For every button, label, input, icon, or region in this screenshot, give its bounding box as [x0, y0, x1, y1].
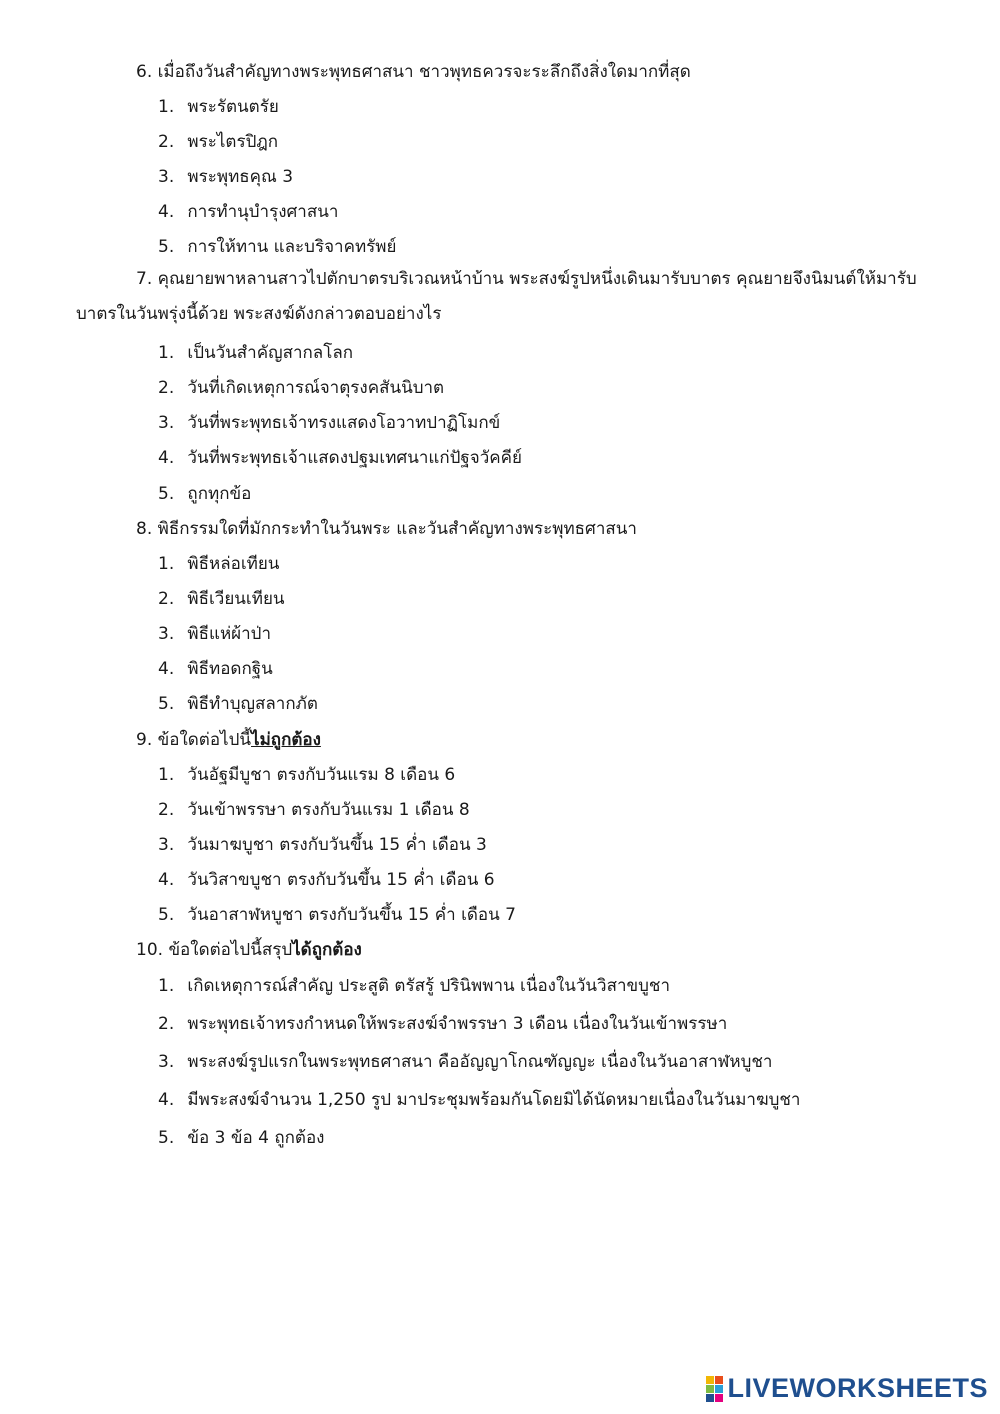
q9-option-5: 5. วันอาสาฬหบูชา ตรงกับวันขึ้น 15 ค่ำ เดือน 7 — [158, 905, 516, 925]
q6-option-1: 1. พระรัตนตรัย — [158, 97, 279, 117]
q7-option-1: 1. เป็นวันสำคัญสากลโลก — [158, 343, 354, 363]
question-7: 7. คุณยายพาหลานสาวไปตักบาตรบริเวณหน้าบ้าน พระสงฆ์รูปหนึ่งเดินมารับบาตร คุณยายจึงนิมนต์ให้มารับบาตรในวันพรุ่งนี้ด้วย พระสงฆ์ดังกล่าวตอบอย่างไร — [76, 269, 917, 324]
q6-option-5: 5. การให้ทาน และบริจาคทรัพย์ — [158, 237, 397, 257]
question-9-emphasis: ไม่ถูกต้อง — [251, 730, 321, 750]
question-9: 9. ข้อใดต่อไปนี้ไม่ถูกต้อง — [136, 730, 321, 750]
q8-option-3: 3. พิธีแห่ผ้าป่า — [158, 624, 271, 644]
q7-option-2: 2. วันที่เกิดเหตุการณ์จาตุรงคสันนิบาต — [158, 378, 445, 398]
liveworksheets-logo-text: LIVEWORKSHEETS — [727, 1373, 988, 1403]
q9-option-3: 3. วันมาฆบูชา ตรงกับวันขึ้น 15 ค่ำ เดือน 3 — [158, 835, 487, 855]
q7-option-5: 5. ถูกทุกข้อ — [158, 484, 252, 504]
q10-option-4: 4. มีพระสงฆ์จำนวน 1,250 รูป มาประชุมพร้อมกันโดยมิได้นัดหมายเนื่องในวันมาฆบูชา — [158, 1090, 801, 1110]
q9-option-4: 4. วันวิสาขบูชา ตรงกับวันขึ้น 15 ค่ำ เดือน 6 — [158, 870, 495, 890]
q7-option-4: 4. วันที่พระพุทธเจ้าแสดงปฐมเทศนาแก่ปัฐจวัคคีย์ — [158, 448, 523, 468]
liveworksheets-logo — [706, 1373, 988, 1404]
q8-option-4: 4. พิธีทอดกฐิน — [158, 659, 273, 679]
liveworksheets-logo-icon — [706, 1376, 723, 1402]
q10-option-5: 5. ข้อ 3 ข้อ 4 ถูกต้อง — [158, 1128, 325, 1148]
question-6: 6. เมื่อถึงวันสำคัญทางพระพุทธศาสนา ชาวพุทธควรจะระลึกถึงสิ่งใดมากที่สุด — [136, 62, 691, 82]
q8-option-5: 5. พิธีทำบุญสลากภัต — [158, 694, 318, 714]
question-10-emphasis: ได้ถูกต้อง — [292, 940, 362, 960]
q10-option-1: 1. เกิดเหตุการณ์สำคัญ ประสูติ ตรัสรู้ ปรินิพพาน เนื่องในวันวิสาขบูชา — [158, 976, 671, 996]
q10-option-2: 2. พระพุทธเจ้าทรงกำหนดให้พระสงฆ์จำพรรษา 3 เดือน เนื่องในวันเข้าพรรษา — [158, 1014, 728, 1034]
question-10: 10. ข้อใดต่อไปนี้สรุปได้ถูกต้อง — [136, 940, 362, 960]
q9-option-2: 2. วันเข้าพรรษา ตรงกับวันแรม 1 เดือน 8 — [158, 800, 470, 820]
q8-option-2: 2. พิธีเวียนเทียน — [158, 589, 285, 609]
q9-option-1: 1. วันอัฐมีบูชา ตรงกับวันแรม 8 เดือน 6 — [158, 765, 456, 785]
question-8: 8. พิธีกรรมใดที่มักกระทำในวันพระ และวันสำคัญทางพระพุทธศาสนา — [136, 519, 637, 539]
q8-option-1: 1. พิธีหล่อเทียน — [158, 554, 280, 574]
q6-option-2: 2. พระไตรปิฎก — [158, 132, 279, 152]
q6-option-4: 4. การทำนุบำรุงศาสนา — [158, 202, 339, 222]
q7-option-3: 3. วันที่พระพุทธเจ้าทรงแสดงโอวาทปาฏิโมกข์ — [158, 413, 501, 433]
q10-option-3: 3. พระสงฆ์รูปแรกในพระพุทธศาสนา คืออัญญาโกณฑัญญะ เนื่องในวันอาสาฬหบูชา — [158, 1052, 773, 1072]
q6-option-3: 3. พระพุทธคุณ 3 — [158, 167, 294, 187]
